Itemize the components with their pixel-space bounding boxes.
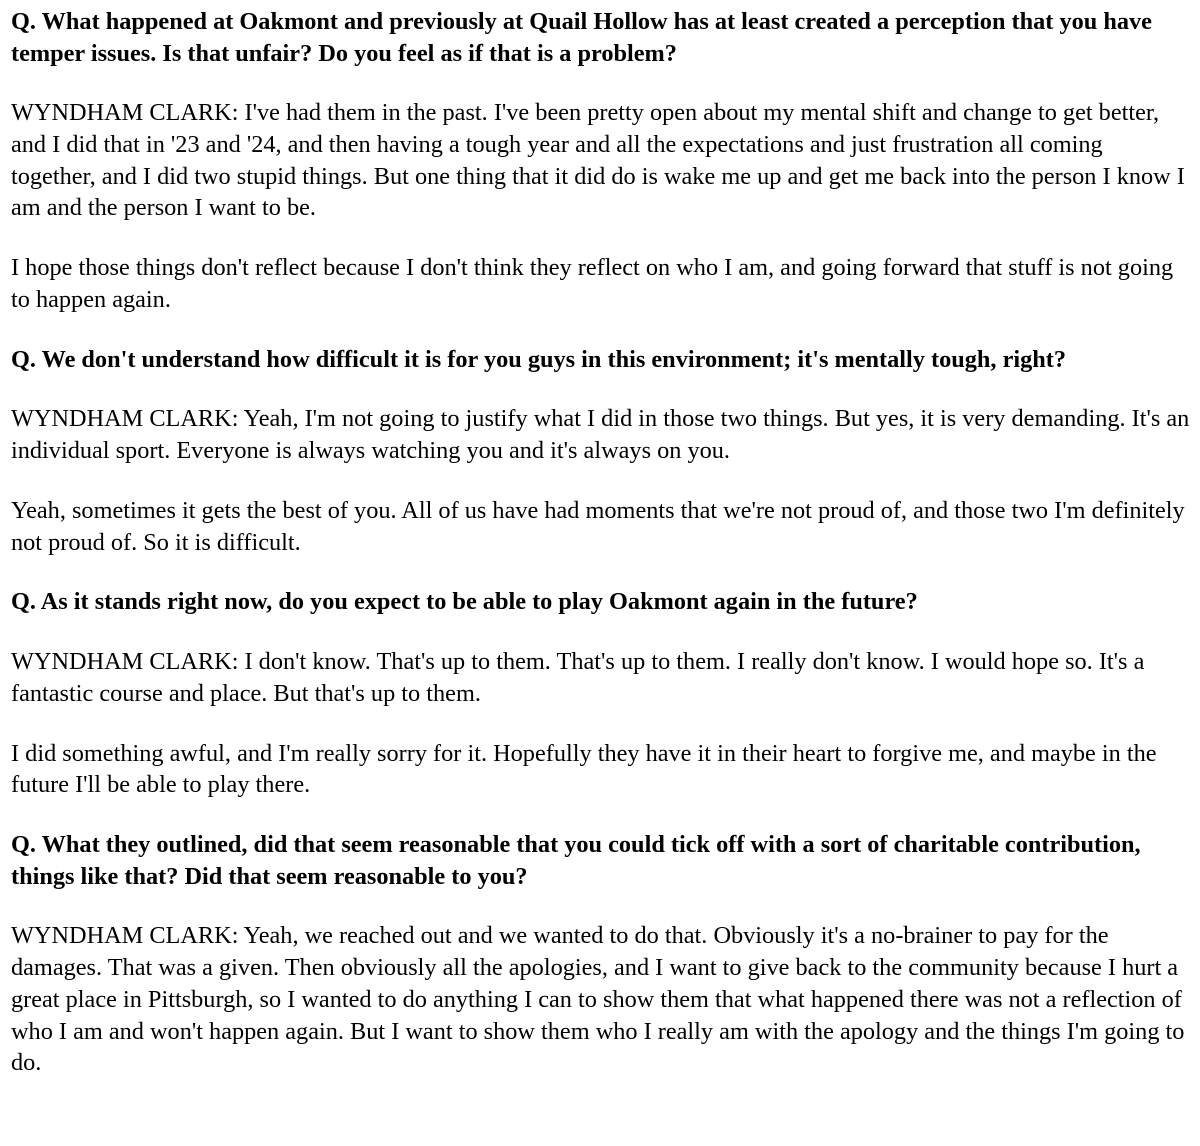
question-paragraph: Q. What happened at Oakmont and previously at Quail Hollow has at least created a perception that you have temper issues. Is that unfair? Do you feel as if that is a problem? <box>11 8 1152 67</box>
question-paragraph: Q. As it stands right now, do you expect to be able to play Oakmont again in the future? <box>11 588 918 616</box>
answer-paragraph: WYNDHAM CLARK: Yeah, we reached out and we wanted to do that. Obviously it's a no-brainer to pay for the damages. That was a given. Then obviously all the apologies, and I want to give back to the community because I hurt a great place in Pittsburgh, so I wanted to do anything I can to show them that what happened there was not a reflection of who I am and won't happen again. But I want to show them who I really am with the apology and the things I'm going to do. <box>11 922 1185 1077</box>
answer-paragraph: WYNDHAM CLARK: Yeah, I'm not going to justify what I did in those two things. But yes, it is very demanding. It's an individual sport. Everyone is always watching you and it's always on you. <box>11 405 1190 465</box>
answer-paragraph: Yeah, sometimes it gets the best of you. All of us have had moments that we're not proud of, and those two I'm definitely not proud of. So it is difficult. <box>11 496 1185 556</box>
answer-paragraph: I did something awful, and I'm really sorry for it. Hopefully they have it in their heart to forgive me, and maybe in the future I'll be able to play there. <box>11 739 1157 799</box>
question-paragraph: Q. What they outlined, did that seem reasonable that you could tick off with a sort of charitable contribution, things like that? Did that seem reasonable to you? <box>11 831 1141 890</box>
answer-paragraph: WYNDHAM CLARK: I've had them in the past. I've been pretty open about my mental shift and change to get better, and I did that in '23 and '24, and then having a tough year and all the expectations and just frustration all coming together, and I did two stupid things. But one thing that it did do is wake me up and get me back into the person I know I am and the person I want to be. <box>11 99 1185 222</box>
answer-paragraph: I hope those things don't reflect because I don't think they reflect on who I am, and going forward that stuff is not going to happen again. <box>11 254 1174 313</box>
question-paragraph: Q. We don't understand how difficult it is for you guys in this environment; it's mentally tough, right? <box>11 345 1067 373</box>
answer-paragraph: WYNDHAM CLARK: I don't know. That's up to them. That's up to them. I really don't know. I would hope so. It's a fantastic course and place. But that's up to them. <box>11 647 1145 707</box>
